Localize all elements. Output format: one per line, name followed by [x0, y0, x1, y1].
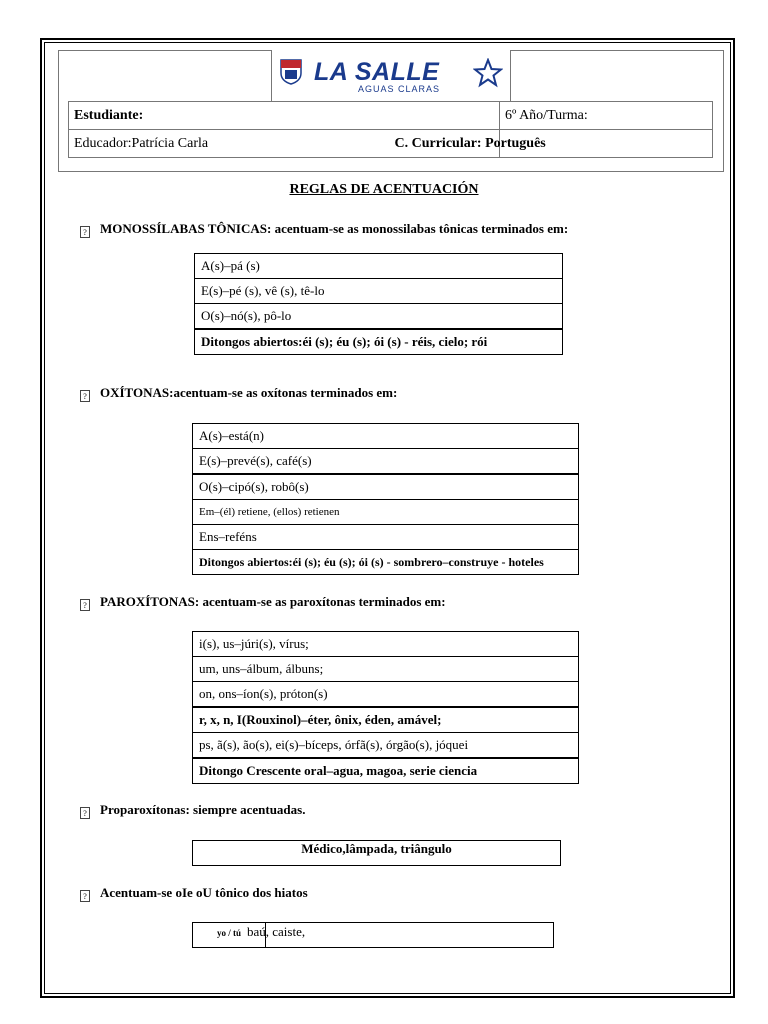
table-row: ps, ã(s), ão(s), ei(s)–bíceps, órfã(s), órgão(s), jóquei [193, 733, 579, 759]
paroxitonas-table [192, 631, 579, 784]
section-heading-text: PAROXÍTONAS: acentuam-se as paroxítonas terminados em: [100, 594, 446, 609]
table-row: um, uns–álbum, álbuns; [193, 657, 579, 682]
section-hiatos-heading [80, 885, 308, 902]
table-row: on, ons–íon(s), próton(s) [193, 682, 579, 708]
table-row: Ditongo Crescente oral–agua, magoa, serie ciencia [193, 758, 579, 784]
logo-name: LA SALLE [314, 58, 440, 86]
section-oxitonas-heading [80, 385, 397, 402]
hiatos-label: yo / tú [217, 928, 242, 938]
section-monossilabas-heading [80, 221, 568, 238]
logo-subtitle: AGUAS CLARAS [358, 84, 441, 94]
table-row: A(s)–pá (s) [195, 254, 563, 279]
bullet-icon: ? [80, 390, 90, 402]
table-row: A(s)–está(n) [193, 424, 579, 449]
table-row: Ens–reféns [193, 525, 579, 550]
hiatos-example-box [192, 922, 554, 948]
curriculum-label: C. Curricular: Português [394, 135, 546, 151]
table-row: E(s)–pé (s), vê (s), tê-lo [195, 279, 563, 304]
shield-icon [280, 59, 302, 85]
school-logo [271, 50, 511, 102]
section-heading-text: MONOSSÍLABAS TÔNICAS: acentuam-se as monossilabas tônicas terminados em: [100, 221, 569, 236]
star-icon [473, 58, 503, 88]
proparoxitonas-example: Médico,lâmpada, triângulo [192, 840, 561, 866]
table-row: r, x, n, I(Rouxinol)–éter, ônix, éden, amável; [193, 707, 579, 733]
page-title: REGLAS DE ACENTUACIÓN [289, 182, 479, 197]
oxitonas-table [192, 423, 579, 575]
section-heading-text: Acentuam-se oIe oU tônico dos hiatos [100, 885, 308, 900]
section-heading-text: Proparoxítonas: siempre acentuadas. [100, 802, 306, 817]
hiatos-example: baú, caiste, [247, 924, 306, 939]
table-row: Ditongos abiertos:éi (s); éu (s); ói (s) - sombrero–construye - hoteles [193, 550, 579, 575]
educator-name: Educador:Patrícia Carla [74, 135, 209, 151]
table-row: i(s), us–júri(s), vírus; [193, 632, 579, 657]
educator-label [69, 130, 546, 158]
bullet-icon: ? [80, 890, 90, 902]
table-row: Ditongos abiertos:éi (s); éu (s); ói (s) - réis, cielo; rói [195, 329, 563, 355]
table-row: Em–(él) retiene, (ellos) retienen [193, 500, 579, 525]
grade-label: 6º Año/Turma: [500, 102, 713, 130]
section-heading-text: OXÍTONAS:acentuam-se as oxítonas terminados em: [100, 385, 398, 400]
section-paroxitonas-heading [80, 594, 446, 611]
bullet-icon: ? [80, 599, 90, 611]
section-proparoxitonas-heading [80, 802, 305, 819]
table-row: E(s)–prevé(s), café(s) [193, 449, 579, 475]
table-row: O(s)–cipó(s), robô(s) [193, 474, 579, 500]
monossilabas-table [194, 253, 563, 355]
table-row: O(s)–nó(s), pô-lo [195, 304, 563, 330]
student-info-table [68, 101, 713, 158]
bullet-icon: ? [80, 807, 90, 819]
bullet-icon: ? [80, 226, 90, 238]
student-label: Estudiante: [69, 102, 500, 130]
